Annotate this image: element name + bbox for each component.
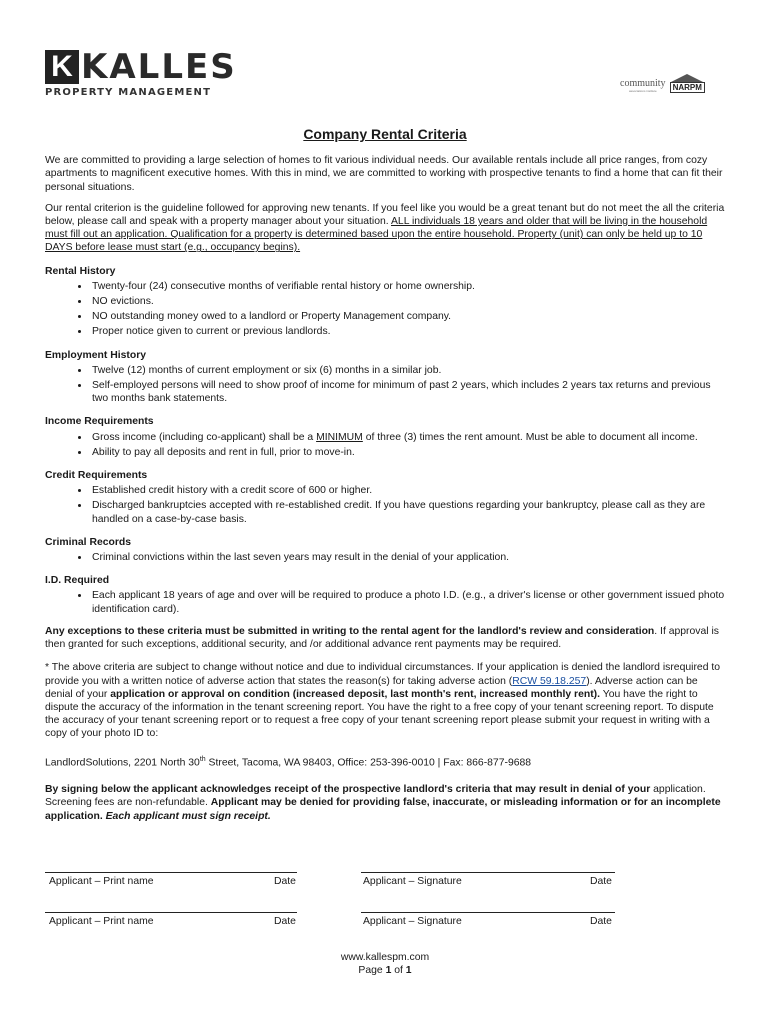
page-footer	[0, 951, 770, 977]
community-logo	[620, 78, 666, 93]
section-income-requirements	[45, 415, 725, 459]
list-item	[90, 431, 725, 444]
section-employment-history	[45, 349, 725, 406]
list-item: • NO evictions.	[90, 295, 725, 308]
list-item: • Twenty-four (24) consecutive months of verifiable rental history or home ownership.	[90, 280, 725, 293]
section-credit-requirements	[45, 469, 725, 526]
adverse-action-paragraph	[45, 661, 725, 740]
logo-subtitle: PROPERTY MANAGEMENT	[45, 87, 212, 98]
date-label: Date	[274, 876, 296, 887]
ack-bold-italic: Each applicant must sign receipt.	[105, 810, 271, 822]
income-text: of three (3) times the rent amount. Must be able to document all income.	[362, 431, 698, 443]
community-tagline: associations institute	[628, 89, 657, 93]
bullet-list	[45, 589, 725, 615]
list-item: • Discharged bankruptcies accepted with re-established credit. If you have questions regarding your bankruptcy, please call as they are handled on a case-by-case basis.	[90, 499, 725, 525]
date-label: Date	[590, 876, 612, 887]
exceptions-bold: Any exceptions to these criteria must be submitted in writing to the rental agent for the landlord's review and consideration	[45, 625, 655, 637]
page-number	[0, 964, 770, 977]
community-word: community	[620, 78, 666, 89]
list-item: • Each applicant 18 years of age and over will be required to produce a photo I.D. (e.g., a driver's license or other government issued photo identification card).	[90, 589, 725, 615]
notice-text: ). Adverse action can be denial of your	[45, 675, 698, 700]
logo-wordmark: KALLES	[81, 47, 237, 87]
acknowledgement-paragraph	[45, 783, 725, 823]
section-rental-history	[45, 265, 725, 339]
ack-bold: By signing below the applicant acknowledges receipt of the prospective landlord's criteria that may result in denial of your	[45, 784, 651, 796]
narpm-label: NARPM	[672, 83, 702, 92]
section-title: Criminal Records	[45, 536, 132, 548]
logo-k-mark: K	[45, 50, 79, 84]
section-title: Credit Requirements	[45, 470, 148, 482]
page-title: Company Rental Criteria	[303, 126, 467, 142]
signature-line[interactable]	[361, 912, 615, 913]
signature-row	[45, 872, 620, 912]
print-name-line[interactable]	[45, 872, 297, 873]
rcw-link[interactable]: RCW 59.18.257	[512, 675, 587, 687]
list-item: • Established credit history with a credit score of 600 or higher.	[90, 484, 725, 497]
notice-text: You have the right to dispute the accuracy of the information in the tenant screening report. You have the right to a free copy of your tenant screening report. To dispute the accuracy of your tenant screening report or to request a free copy of your tenant screening report please submit your request in writing with a copy of your photo ID to:	[45, 688, 714, 740]
address-line	[45, 753, 725, 770]
footer-url[interactable]: www.kallespm.com	[340, 952, 430, 963]
ack-text: application. Screening fees are non-refundable.	[45, 784, 706, 809]
signature-line[interactable]	[361, 872, 615, 873]
bullet-list	[45, 484, 725, 526]
page-current: 1	[385, 965, 392, 976]
notice-text: * The above criteria are subject to change without notice and due to individual circumstances. If your application is denied the landlord isrequired to provide you with a written notice of adverse action that states the reason(s) for taking adverse action (	[45, 662, 721, 687]
list-item: • Ability to pay all deposits and rent in full, prior to move-in.	[90, 446, 725, 459]
page-of: of	[391, 965, 406, 976]
criteria-underlined-text: ALL individuals 18 years and older that will be living in the household must fill out an application. Qualification for a property is determined based upon the entire household. Property (unit) can only be held up to 10 DAYS before lease must start (e.g., occupancy begins).	[45, 216, 708, 254]
list-item: • Self-employed persons will need to show proof of income for minimum of past 2 years, which includes 2 years tax returns and previous two months bank statements.	[90, 379, 725, 405]
signature-label: Applicant – Signature	[363, 876, 462, 887]
document-body	[45, 128, 725, 831]
signature-block	[45, 872, 620, 952]
section-title: Income Requirements	[45, 416, 154, 428]
exceptions-text: . If approval is then granted for such exceptions, additional security, and /or additional advance rent payments may be required.	[45, 625, 719, 651]
ack-bold: Applicant may be denied for providing false, inaccurate, or misleading information or for an incomplete application.	[45, 797, 721, 822]
date-label: Date	[274, 916, 296, 927]
signature-label: Applicant – Signature	[363, 916, 462, 927]
company-logo	[45, 47, 237, 98]
print-name-line[interactable]	[45, 912, 297, 913]
list-item: • Twelve (12) months of current employment or six (6) months in a similar job.	[90, 364, 725, 377]
criteria-paragraph	[45, 202, 725, 255]
bullet-list	[45, 431, 725, 459]
address-text: LandlordSolutions, 2201 North 30	[45, 756, 200, 768]
intro-paragraph: We are committed to providing a large selection of homes to fit various individual needs. Our available rentals include all price ranges, from cozy apartments to magnificent executive homes. With this in mind, we are committed to working with prospective tenants to find a home that can fit their personal situations.	[45, 155, 723, 193]
print-name-label: Applicant – Print name	[49, 916, 154, 927]
address-sup: th	[199, 755, 206, 763]
section-title: I.D. Required	[45, 575, 110, 587]
house-roof-icon	[671, 74, 703, 82]
signature-row	[45, 912, 620, 952]
list-item: • NO outstanding money owed to a landlord or Property Management company.	[90, 310, 725, 323]
narpm-logo	[670, 82, 705, 93]
list-item: • Proper notice given to current or previous landlords.	[90, 325, 725, 338]
bullet-list	[45, 280, 725, 339]
income-text: Gross income (including co-applicant) shall be a	[92, 431, 317, 443]
notice-bold: application or approval on condition (increased deposit, last month's rent, increased monthly rent).	[110, 688, 601, 700]
section-title: Employment History	[45, 349, 147, 361]
bullet-list	[45, 551, 725, 564]
bullet-list	[45, 364, 725, 406]
list-item: • Criminal convictions within the last seven years may result in the denial of your application.	[90, 551, 725, 564]
minimum-text: MINIMUM	[316, 431, 363, 443]
page-total: 1	[405, 965, 412, 976]
association-logos	[620, 78, 705, 93]
criteria-text: Our rental criterion is the guideline followed for approving new tenants. If you feel like you would be a great tenant but do not meet the all the criteria below, please call and speak with a property manager about your situation.	[45, 202, 725, 228]
exceptions-paragraph	[45, 625, 725, 651]
section-title: Rental History	[45, 265, 116, 277]
section-criminal-records	[45, 536, 725, 564]
page-label: Page	[358, 965, 386, 976]
print-name-label: Applicant – Print name	[49, 876, 154, 887]
address-text: Street, Tacoma, WA 98403, Office: 253-396-0010 | Fax: 866-877-9688	[205, 756, 532, 768]
date-label: Date	[590, 916, 612, 927]
section-id-required	[45, 574, 725, 616]
